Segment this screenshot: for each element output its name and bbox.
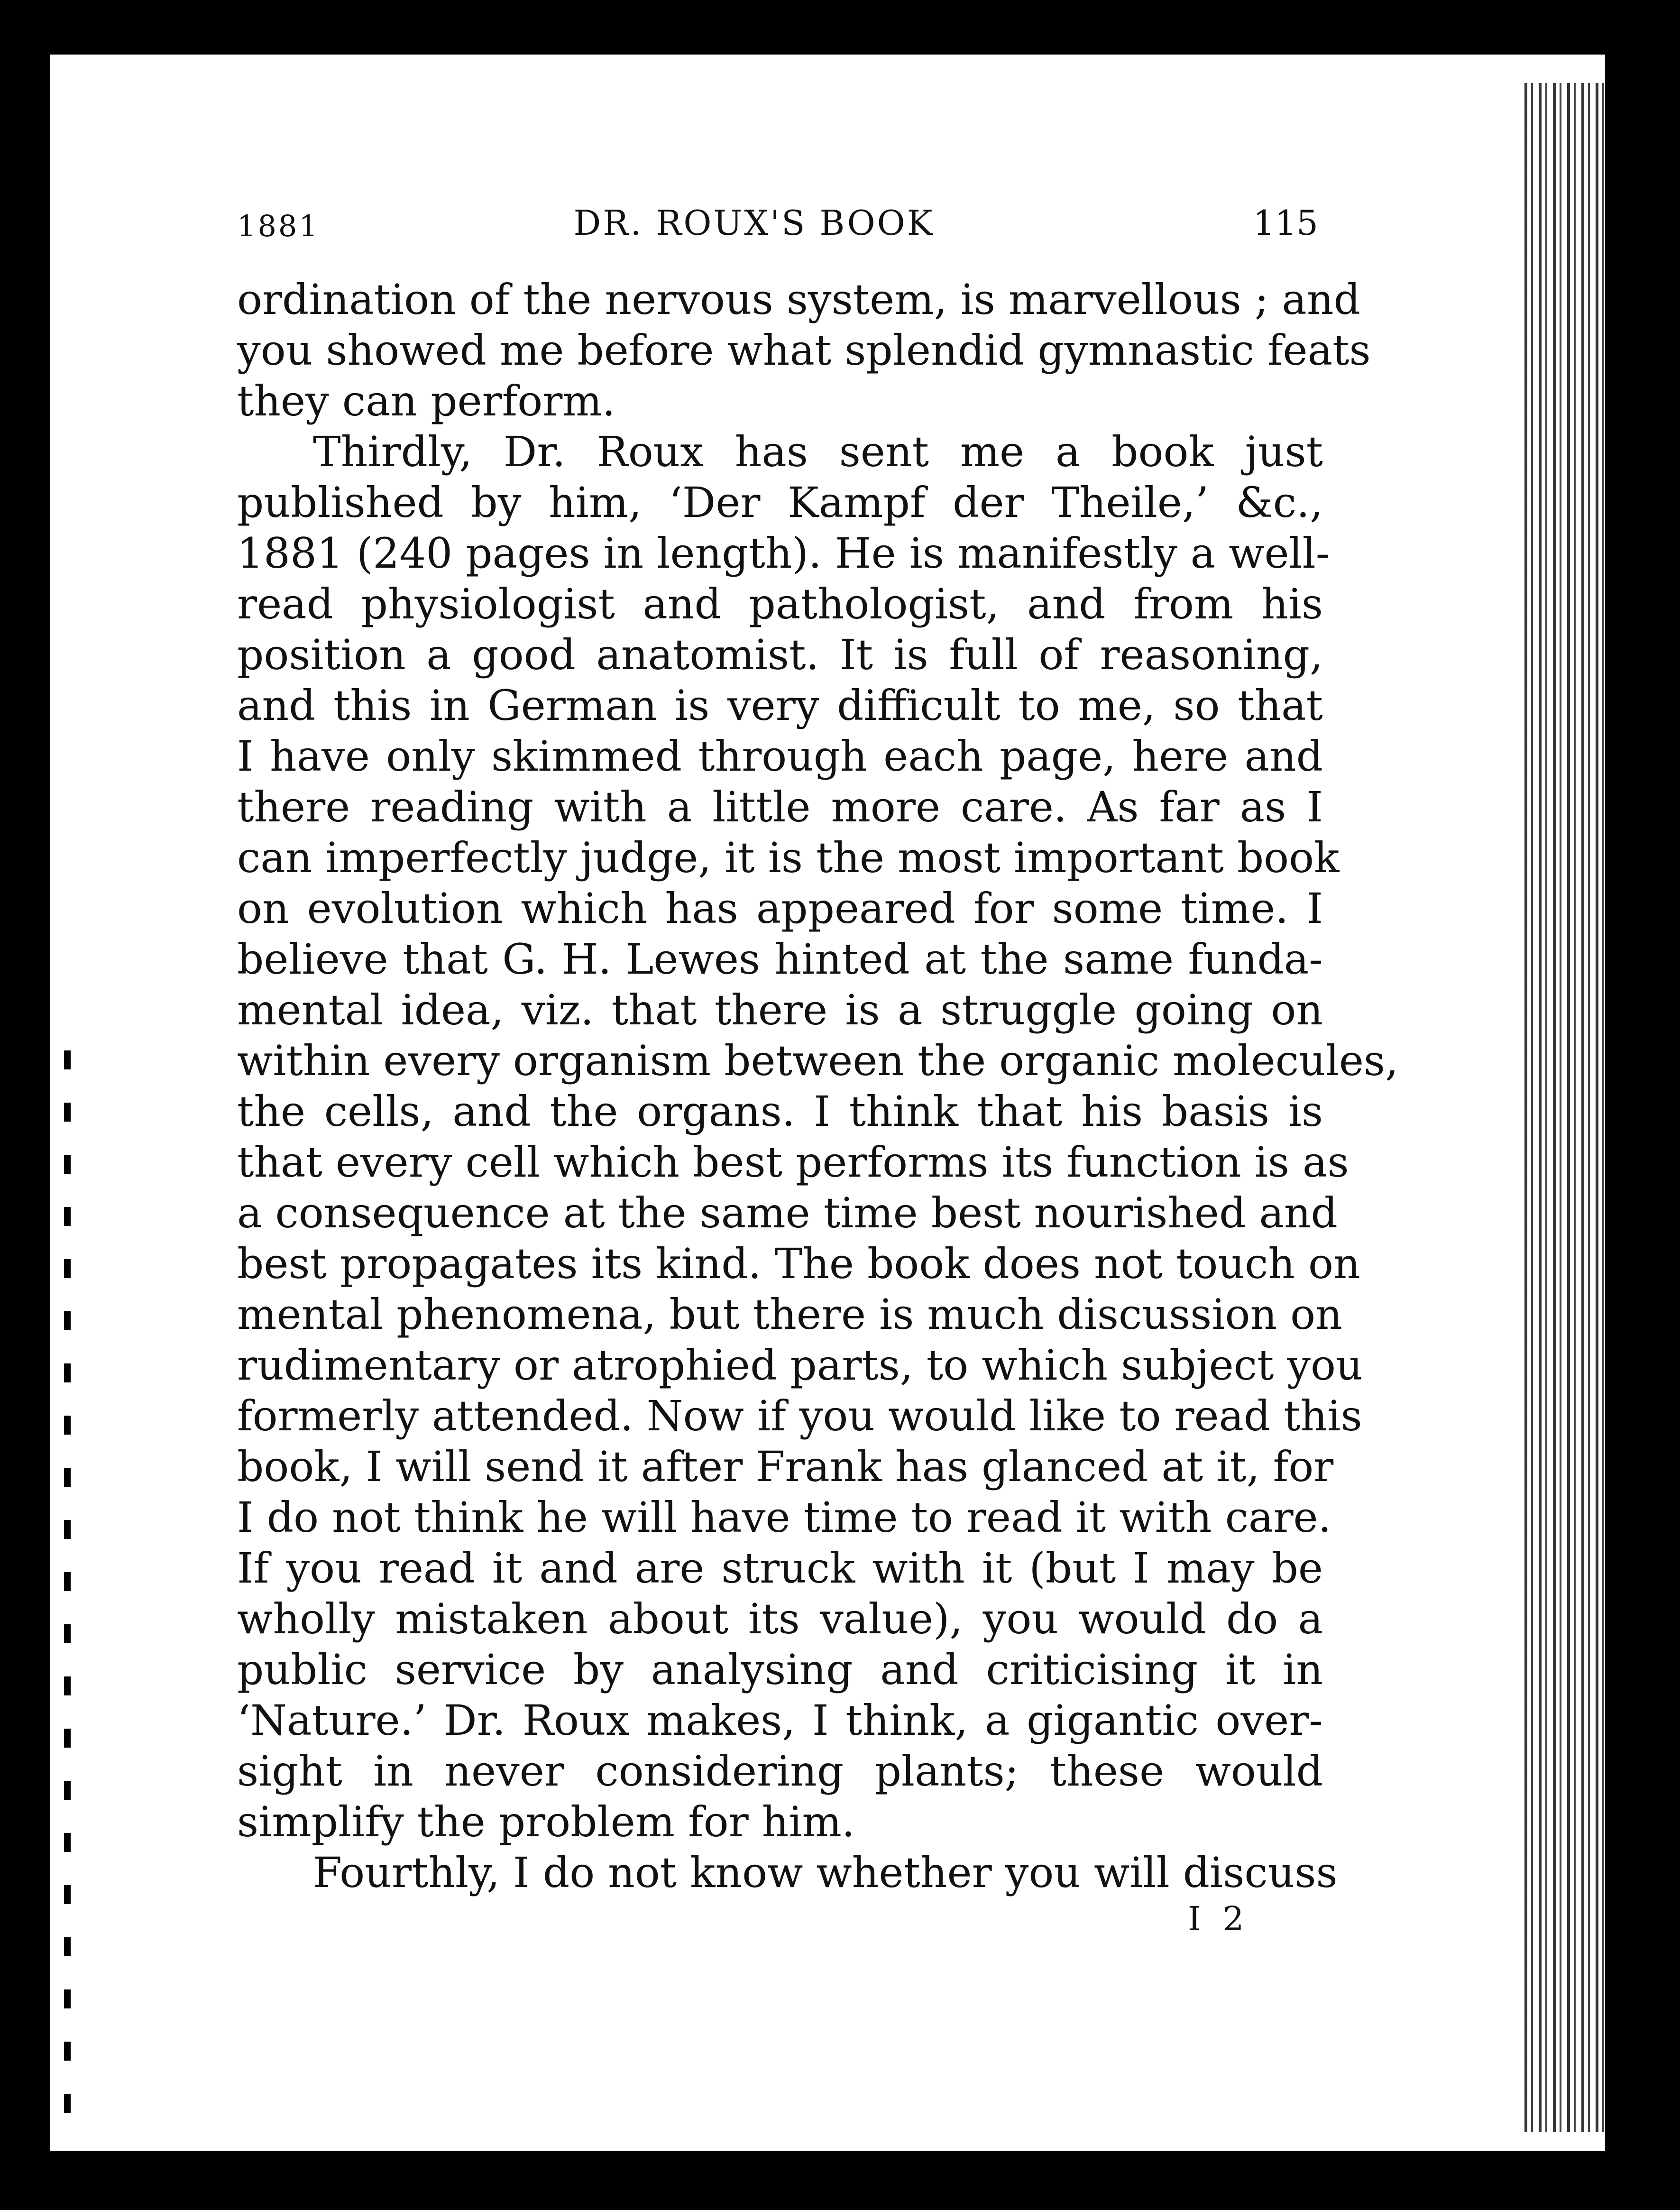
text-line: read physiologist and pathologist, and from his <box>237 580 1323 628</box>
text-line: If you read it and are struck with it (but I may be <box>237 1544 1323 1593</box>
text-line: mental phenomena, but there is much discussion on <box>237 1290 1342 1339</box>
text-line: they can perform. <box>237 377 615 425</box>
binding-marks <box>64 1050 71 2141</box>
text-line: published by him, ‘Der Kampf der Theile,’ &c., <box>237 478 1323 527</box>
text-line: ordination of the nervous system, is marvellous ; and <box>237 275 1360 324</box>
text-line: Thirdly, Dr. Roux has sent me a book just <box>313 427 1323 476</box>
running-header <box>190 203 1318 250</box>
text-line: public service by analysing and criticising it in <box>237 1645 1323 1694</box>
page-number: 115 <box>1253 203 1318 243</box>
text-line: rudimentary or atrophied parts, to which subject you <box>237 1341 1363 1390</box>
text-line: and this in German is very difficult to me, so that <box>237 681 1323 730</box>
text-line: position a good anatomist. It is full of reasoning, <box>237 630 1323 679</box>
text-line: within every organism between the organic molecules, <box>237 1036 1399 1085</box>
page-edge-stack <box>1524 83 1605 2132</box>
text-line: there reading with a little more care. As far as I <box>237 783 1323 831</box>
text-line: simplify the problem for him. <box>237 1797 855 1846</box>
text-line: mental idea, viz. that there is a struggle going on <box>237 985 1323 1034</box>
text-line: sight in never considering plants; these would <box>237 1747 1323 1796</box>
text-line: that every cell which best performs its function is as <box>237 1138 1349 1187</box>
header-year: 1881 <box>237 209 320 243</box>
header-title: DR. ROUX'S BOOK <box>573 203 935 243</box>
text-line: can imperfectly judge, it is the most important book <box>237 833 1340 882</box>
text-line: I have only skimmed through each page, here and <box>237 732 1323 781</box>
text-line: ‘Nature.’ Dr. Roux makes, I think, a gigantic over- <box>237 1696 1323 1745</box>
text-line: 1881 (240 pages in length). He is manifestly a well- <box>237 529 1330 578</box>
text-line: best propagates its kind. The book does not touch on <box>237 1239 1360 1288</box>
text-line: the cells, and the organs. I think that his basis is <box>237 1087 1323 1136</box>
text-line: formerly attended. Now if you would like to read this <box>237 1391 1362 1440</box>
text-line: on evolution which has appeared for some time. I <box>237 884 1323 933</box>
body-text <box>237 274 1399 1898</box>
text-line: you showed me before what splendid gymnastic feats <box>237 326 1371 375</box>
text-line: I do not think he will have time to read it with care. <box>237 1493 1331 1542</box>
text-line: believe that G. H. Lewes hinted at the same funda- <box>237 935 1323 984</box>
text-line: wholly mistaken about its value), you would do a <box>237 1594 1323 1643</box>
text-line: book, I will send it after Frank has glanced at it, for <box>237 1442 1334 1491</box>
text-line: a consequence at the same time best nourished and <box>237 1188 1338 1237</box>
text-line: Fourthly, I do not know whether you will discuss <box>313 1848 1338 1897</box>
signature-mark: I 2 <box>1188 1899 1250 1938</box>
